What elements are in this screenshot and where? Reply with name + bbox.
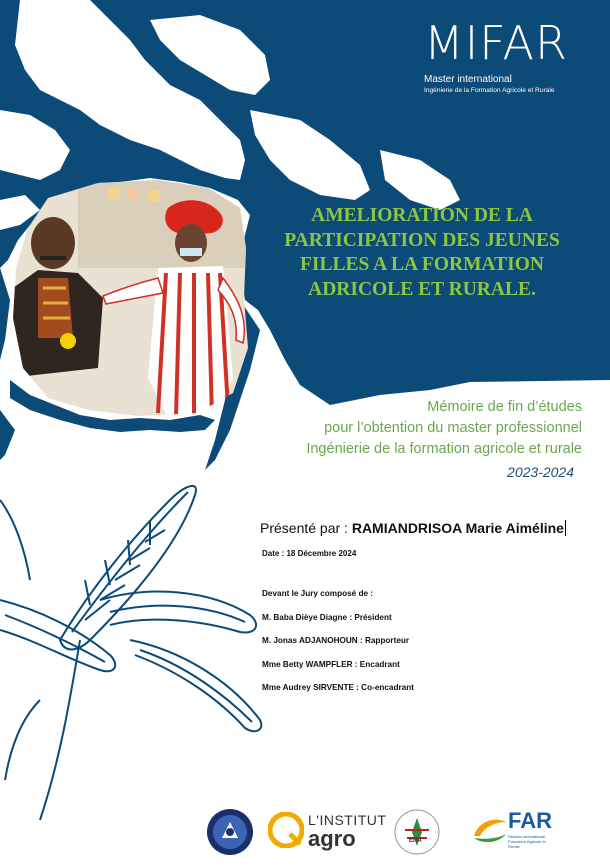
- mifar-brand: [424, 18, 568, 95]
- presenter-line: [260, 520, 566, 536]
- ena-label: ENA: [409, 838, 422, 844]
- thesis-description: [162, 397, 582, 460]
- jury-list: [262, 589, 414, 707]
- brand-subtitle: Master international: [424, 74, 512, 85]
- far-emblem: [472, 814, 508, 848]
- jury-heading: Devant le Jury composé de :: [262, 589, 374, 598]
- title-line: AMELIORATION DE LA: [311, 205, 533, 226]
- brand-tagline: Ingénierie de la Formation Agricole et Rurale: [424, 87, 555, 94]
- presenter-name: RAMIANDRISOA Marie Aiméline: [351, 520, 564, 536]
- mifar-logo: MIFAR: [424, 16, 568, 70]
- institut-label: L'INSTITUT: [308, 812, 387, 828]
- defense-date: Date : 18 Décembre 2024: [262, 549, 357, 558]
- far-label: FAR: [508, 808, 552, 833]
- title-line: FILLES A LA FORMATION: [300, 254, 544, 275]
- description-line: pour l’obtention du master professionnel: [324, 420, 582, 436]
- jury-member: M. Baba Dièye Diagne : Président: [262, 612, 392, 622]
- title-line: PARTICIPATION DES JEUNES: [284, 229, 560, 251]
- presenter-label: Présenté par :: [260, 520, 352, 536]
- agro-label: agro: [308, 826, 356, 851]
- ena-emblem: [393, 808, 441, 856]
- palm-leaf-illustration: [0, 486, 261, 820]
- text-cursor: [565, 520, 566, 536]
- jury-member: Mme Audrey SIRVENTE : Co-encadrant: [262, 683, 414, 692]
- academic-year: 2023-2024: [507, 464, 574, 480]
- description-line: Mémoire de fin d’études: [427, 399, 582, 415]
- jury-member: M. Jonas ADJANOHOUN : Rapporteur: [262, 636, 410, 645]
- jury-member: Mme Betty WAMPFLER : Encadrant: [262, 659, 400, 669]
- far-network-logo: [472, 808, 552, 858]
- institut-agro-mark: [268, 812, 304, 848]
- far-subtitle: Réseau International Formation Agricole et Rurale: [508, 834, 546, 849]
- description-line: Ingénierie de la formation agricole et rurale: [306, 441, 582, 457]
- thesis-title: [262, 204, 582, 302]
- university-seal-logo: [206, 808, 254, 856]
- training-photo: [8, 178, 252, 418]
- ena-logo: [393, 808, 441, 860]
- institut-agro-logo: [268, 808, 387, 854]
- title-line: ADRICOLE ET RURALE.: [308, 278, 536, 300]
